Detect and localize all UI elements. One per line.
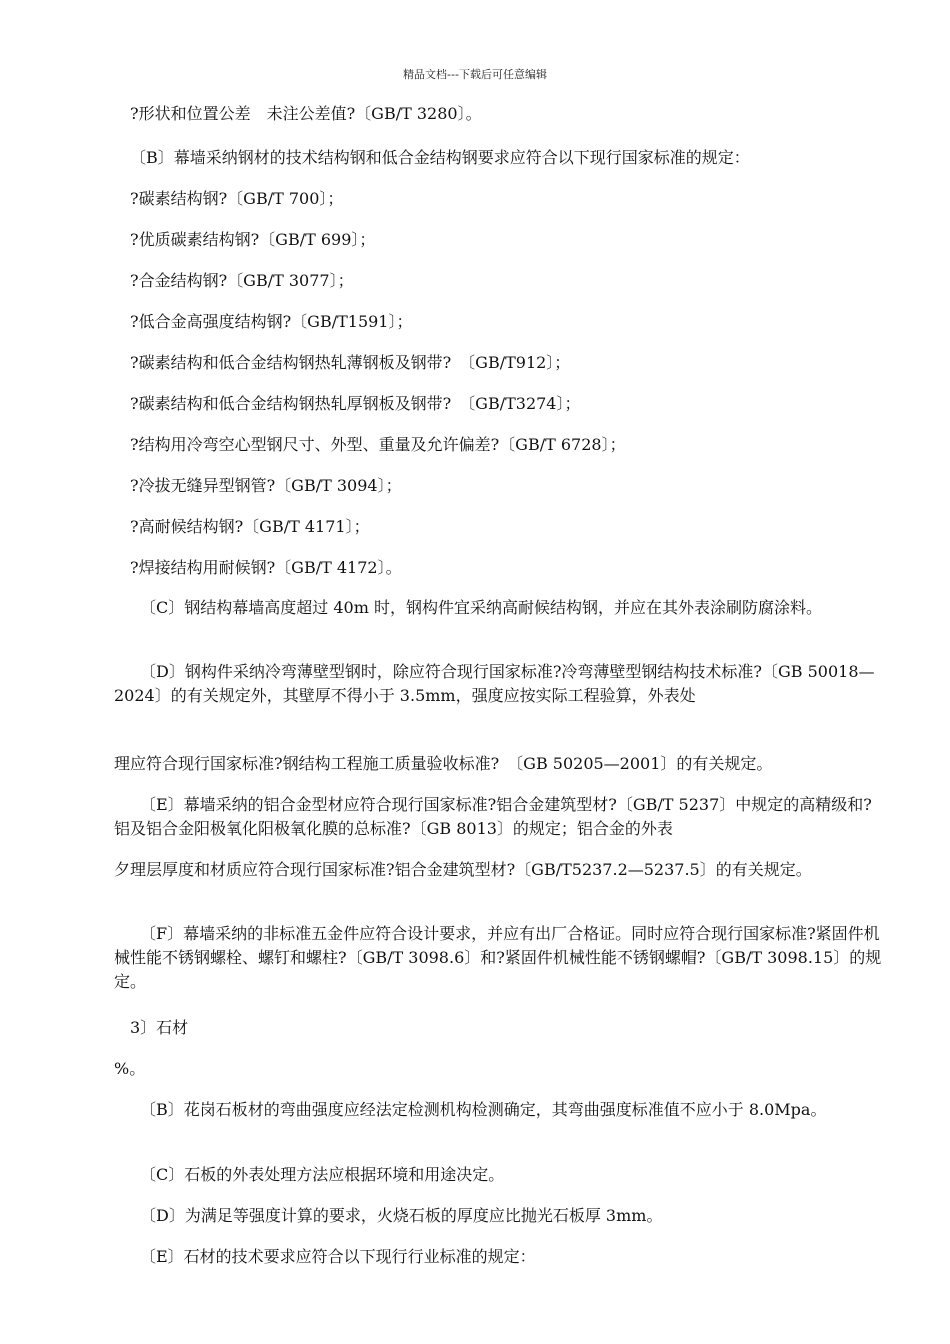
paragraph: 〔D〕钢构件采纳冷弯薄壁型钢时，除应符合现行国家标准?冷弯薄壁型钢结构技术标准?〔GB 50018—2024〕的有关规定外，其壁厚不得小于 3.5mm，强度应按实际工程验算，外表处: [114, 662, 875, 705]
paragraph: 〔F〕幕墙采纳的非标准五金件应符合设计要求，并应有出厂合格证。同时应符合现行国家标准?紧固件机械性能不锈钢螺栓、螺钉和螺柱?〔GB/T 3098.6〕和?紧固件机械性能不锈钢螺帽?〔GB/T 3098.15〕的规定。: [114, 924, 882, 991]
paragraph: ?碳素结构钢?〔GB/T 700〕；: [130, 189, 344, 208]
paragraph: ?碳素结构和低合金结构钢热轧薄钢板及钢带? 〔GB/T912〕；: [130, 353, 571, 372]
page-header: 精品文档---下载后可任意编辑: [403, 68, 547, 81]
paragraph: 〔E〕石材的技术要求应符合以下现行行业标准的规定：: [140, 1247, 536, 1266]
paragraph: 〔C〕钢结构幕墙高度超过 40m 时，钢构件宜采纳高耐候结构钢，并应在其外表涂刷防腐涂料。: [140, 598, 822, 617]
paragraph: ?形状和位置公差 未注公差值?〔GB/T 3280〕。: [130, 104, 482, 123]
paragraph: ?结构用冷弯空心型钢尺寸、外型、重量及允许偏差?〔GB/T 6728〕；: [130, 435, 626, 454]
paragraph: 〔E〕幕墙采纳的铝合金型材应符合现行国家标准?铝合金建筑型材?〔GB/T 5237〕中规定的高精级和?铝及铝合金阳极氧化阳极氧化膜的总标准?〔GB 8013〕的规定；铝合金的外表: [114, 795, 872, 838]
paragraph: 〔C〕石板的外表处理方法应根据环境和用途决定。: [140, 1165, 505, 1184]
paragraph: ?优质碳素结构钢?〔GB/T 699〕；: [130, 230, 376, 249]
paragraph: 〔B〕幕墙采纳钢材的技术结构钢和低合金结构钢要求应符合以下现行国家标准的规定：: [130, 148, 750, 167]
paragraph: ?低合金高强度结构钢?〔GB/T1591〕；: [130, 312, 413, 331]
paragraph: ?合金结构钢?〔GB/T 3077〕；: [130, 271, 354, 290]
paragraph: 〔B〕花岗石板材的弯曲强度应经法定检测机构检测确定，其弯曲强度标准值不应小于 8.0Mpa。: [140, 1100, 827, 1119]
paragraph: ?冷拔无缝异型钢管?〔GB/T 3094〕；: [130, 476, 402, 495]
paragraph: ?焊接结构用耐候钢?〔GB/T 4172〕。: [130, 558, 402, 577]
paragraph: ?高耐候结构钢?〔GB/T 4171〕；: [130, 517, 370, 536]
paragraph: 夕理层厚度和材质应符合现行国家标准?铝合金建筑型材?〔GB/T5237.2—5237.5〕的有关规定。: [114, 860, 812, 879]
paragraph: ?碳素结构和低合金结构钢热轧厚钢板及钢带? 〔GB/T3274〕；: [130, 394, 581, 413]
paragraph: 〔D〕为满足等强度计算的要求，火烧石板的厚度应比抛光石板厚 3mm。: [140, 1206, 663, 1225]
paragraph: 理应符合现行国家标准?钢结构工程施工质量验收标准? 〔GB 50205—2001〕的有关规定。: [114, 754, 773, 773]
section-heading: 3〕石材: [130, 1018, 189, 1037]
paragraph: %。: [114, 1059, 146, 1078]
